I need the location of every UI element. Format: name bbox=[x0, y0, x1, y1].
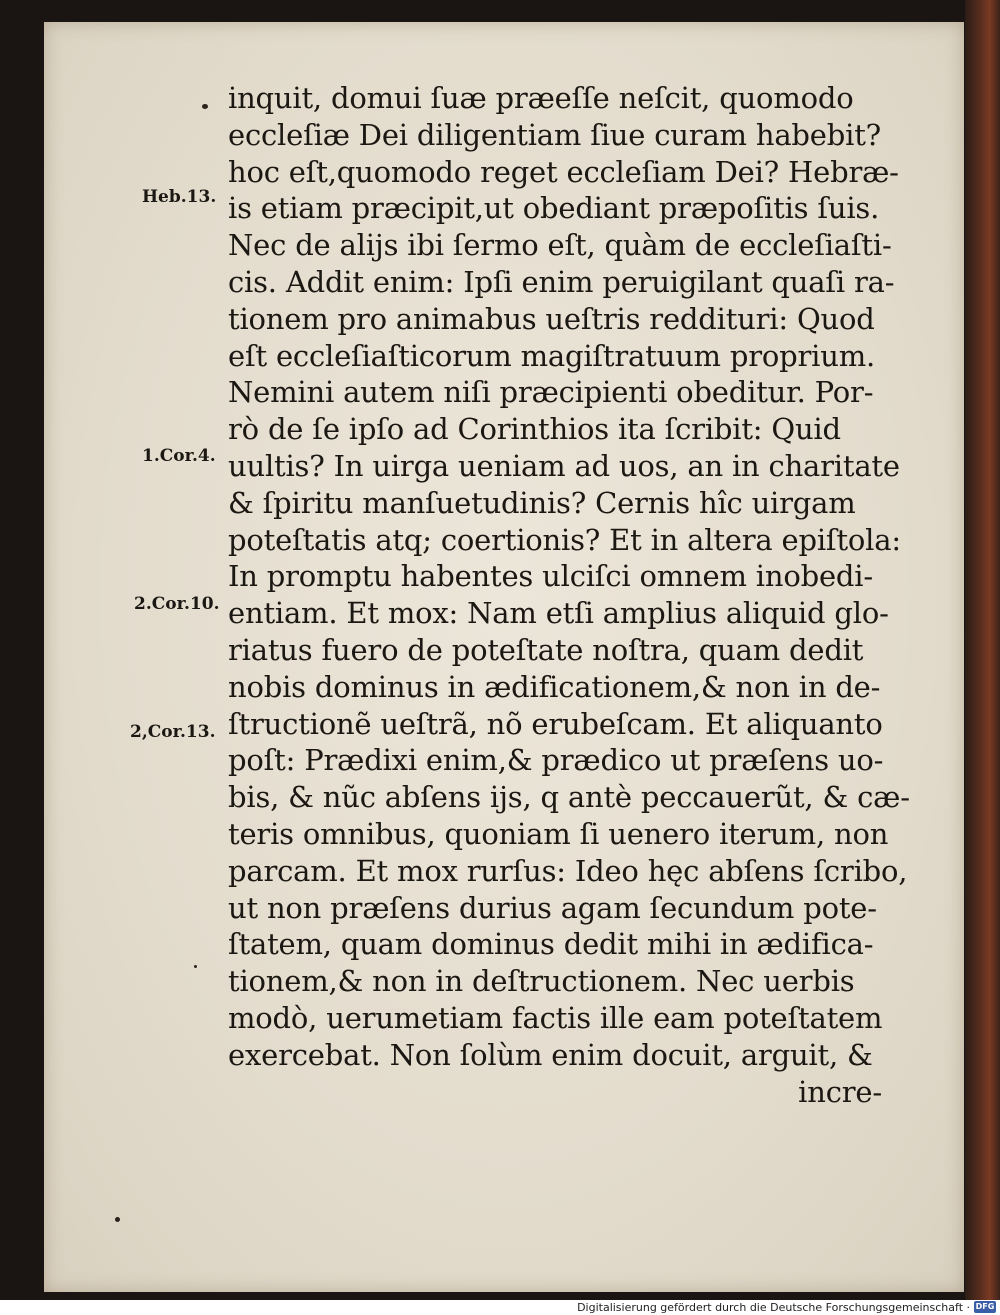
ink-speck bbox=[202, 104, 208, 109]
ink-speck bbox=[115, 1217, 120, 1222]
body-text bbox=[228, 80, 928, 1110]
text-line: ſtructionẽ ueſtrã, nõ erubeſcam. Et aliquanto bbox=[228, 706, 883, 741]
margin-note-2cor-13: 2,Cor.13. bbox=[130, 722, 216, 742]
text-line: ut non præſens durius agam ſecundum pote- bbox=[228, 890, 877, 925]
text-line: riatus fuero de poteſtate noſtra, quam dedit bbox=[228, 632, 864, 667]
text-line: Nec de alijs ibi ſermo eſt, quàm de eccleſiaſti- bbox=[228, 228, 892, 263]
text-line: exercebat. Non ſolùm enim docuit, arguit, & bbox=[228, 1037, 873, 1072]
text-line: tionem,& non in deſtructionem. Nec uerbis bbox=[228, 964, 855, 999]
text-line: modò, uerumetiam factis ille eam poteſtatem bbox=[228, 1000, 883, 1035]
margin-note-2cor-10: 2.Cor.10. bbox=[134, 594, 220, 614]
text-line: is etiam præcipit,ut obediant præpoſitis ſuis. bbox=[228, 191, 880, 226]
text-line: entiam. Et mox: Nam etſi amplius aliquid glo- bbox=[228, 596, 889, 631]
text-line: poſt: Prædixi enim,& prædico ut præſens uo- bbox=[228, 743, 884, 778]
text-line: bis, & nũc abſens ijs, q antè peccauerũt, & cæ- bbox=[228, 780, 910, 815]
margin-note-heb: Heb.13. bbox=[142, 187, 217, 207]
text-line: & ſpiritu manſuetudinis? Cernis hîc uirgam bbox=[228, 485, 856, 520]
ink-speck bbox=[194, 965, 197, 968]
dfg-logo-icon: DFG bbox=[975, 1302, 995, 1311]
book-spine-edge bbox=[965, 0, 1000, 1300]
catchword: incre- bbox=[798, 1074, 882, 1109]
text-line: Nemini autem niſi præcipienti obeditur. Por- bbox=[228, 375, 874, 410]
text-line: hoc eſt,quomodo reget eccleſiam Dei? Hebræ- bbox=[228, 154, 899, 189]
text-line: ſtatem, quam dominus dedit mihi in ædifica- bbox=[228, 927, 874, 962]
text-line: eſt eccleſiaſticorum magiſtratuum proprium. bbox=[228, 338, 876, 373]
text-line: nobis dominus in ædificationem,& non in de- bbox=[228, 669, 881, 704]
text-line: uultis? In uirga ueniam ad uos, an in charitate bbox=[228, 448, 900, 483]
text-line: rò de ſe ipſo ad Corinthios ita ſcribit: Quid bbox=[228, 412, 841, 447]
text-line: inquit, domui ſuæ præeſſe neſcit, quomodo bbox=[228, 81, 854, 115]
text-line: tionem pro animabus ueſtris reddituri: Quod bbox=[228, 301, 875, 336]
text-line: cis. Addit enim: Ipſi enim peruigilant quaſi ra- bbox=[228, 264, 895, 299]
text-line: In promptu habentes ulciſci omnem inobedi- bbox=[228, 559, 873, 594]
text-line: teris omnibus, quoniam ſi uenero iterum, non bbox=[228, 816, 889, 851]
text-line: poteſtatis atq; coertionis? Et in altera epiſtola: bbox=[228, 522, 901, 557]
footer-credit: Digitalisierung gefördert durch die Deutsche Forschungsgemeinschaft · bbox=[577, 1301, 970, 1314]
text-line: parcam. Et mox rurſus: Ideo hęc abſens ſcribo, bbox=[228, 853, 908, 888]
text-line: eccleſiæ Dei diligentiam ſiue curam habebit? bbox=[228, 117, 881, 152]
margin-note-1cor: 1.Cor.4. bbox=[142, 446, 216, 466]
